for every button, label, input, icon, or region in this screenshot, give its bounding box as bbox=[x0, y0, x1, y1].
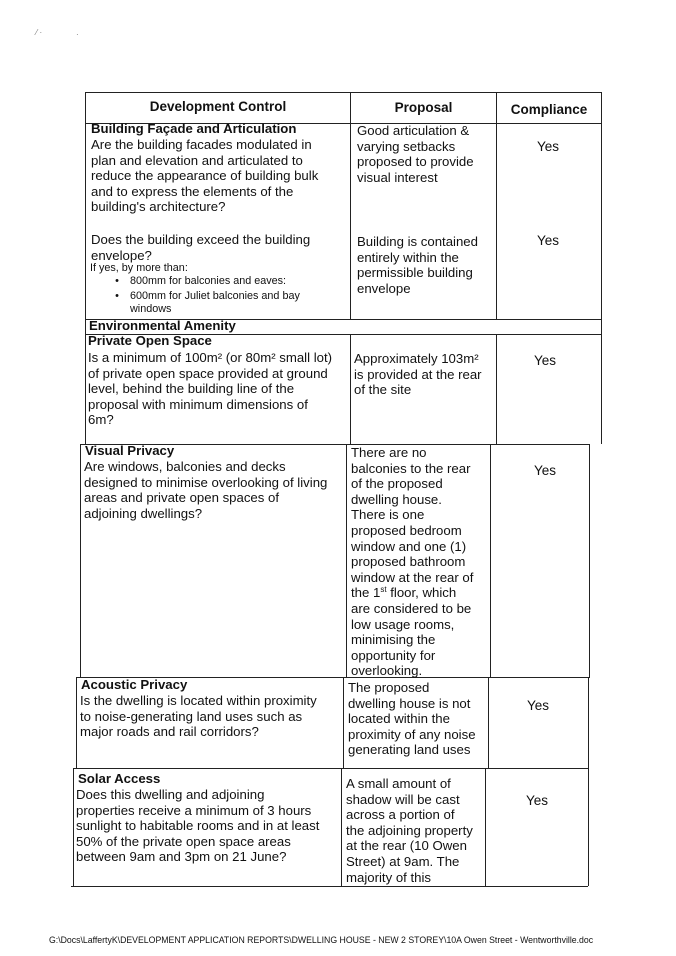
row-proposal: There are no balconies to the rear of the proposed dwelling house. There is one proposed bedroom window and one (1) proposed bathroom window at the rear of the 1st floor, which are considered to be low usage rooms, minimising the opportunity for overlooking. bbox=[351, 445, 474, 679]
row-heading: Building Façade and Articulation bbox=[91, 121, 297, 136]
column-header-development-control: Development Control bbox=[149, 99, 287, 114]
bullet-list: • 800mm for balconies and eaves: • 600mm for Juliet balconies and bay windows bbox=[115, 275, 300, 315]
compliance-value: Yes bbox=[537, 233, 560, 248]
compliance-value: Yes bbox=[527, 698, 550, 713]
compliance-value: Yes bbox=[537, 139, 560, 154]
row-question: Are windows, balconies and decks designed to minimise overlooking of living areas and private open spaces of adjoining dwellings? bbox=[84, 459, 328, 521]
row-proposal: The proposed dwelling house is not located within the proximity of any noise generating land uses bbox=[348, 680, 476, 758]
compliance-value: Yes bbox=[534, 463, 557, 478]
scan-mark: · bbox=[76, 30, 79, 39]
row-question: Is a minimum of 100m² (or 80m² small lot) of private open space provided at ground level, behind the building line of the proposal with minimum dimensions of 6m? bbox=[88, 350, 333, 428]
section-heading: Environmental Amenity bbox=[89, 318, 236, 333]
row-heading: Solar Access bbox=[78, 771, 161, 786]
row-question: Are the building facades modulated in plan and elevation and articulated to reduce the appearance of building bulk and to express the elements of the building's architecture? bbox=[91, 137, 319, 215]
row-proposal: Good articulation & varying setbacks proposed to provide visual interest bbox=[357, 123, 474, 185]
row-heading: Private Open Space bbox=[88, 333, 212, 348]
row-note: If yes, by more than: bbox=[90, 262, 188, 274]
column-header-compliance: Compliance bbox=[510, 102, 588, 117]
column-header-proposal: Proposal bbox=[394, 100, 453, 115]
row-proposal: Building is contained entirely within the permissible building envelope bbox=[357, 234, 478, 296]
scan-mark: ⁄ · bbox=[36, 28, 43, 37]
row-question: Does this dwelling and adjoining properties receive a minimum of 3 hours sunlight to habitable rooms and in at least 50% of the private open space areas between 9am and 3pm on 21 June? bbox=[76, 787, 320, 865]
row-heading: Acoustic Privacy bbox=[81, 677, 188, 692]
row-question: Does the building exceed the building envelope? bbox=[91, 232, 311, 263]
row-question: Is the dwelling is located within proximity to noise-generating land uses such as major roads and rail corridors? bbox=[80, 693, 317, 740]
row-proposal: A small amount of shadow will be cast across a portion of the adjoining property at the rear (10 Owen Street) at 9am. The majority of this bbox=[346, 776, 473, 885]
compliance-value: Yes bbox=[534, 353, 557, 368]
compliance-value: Yes bbox=[526, 793, 549, 808]
footer-file-path: G:\Docs\LaffertyK\DEVELOPMENT APPLICATION REPORTS\DWELLING HOUSE - NEW 2 STOREY\10A Owen Street - Wentworthville.doc bbox=[49, 934, 594, 945]
row-proposal: Approximately 103m² is provided at the rear of the site bbox=[354, 351, 482, 398]
row-heading: Visual Privacy bbox=[85, 443, 175, 458]
